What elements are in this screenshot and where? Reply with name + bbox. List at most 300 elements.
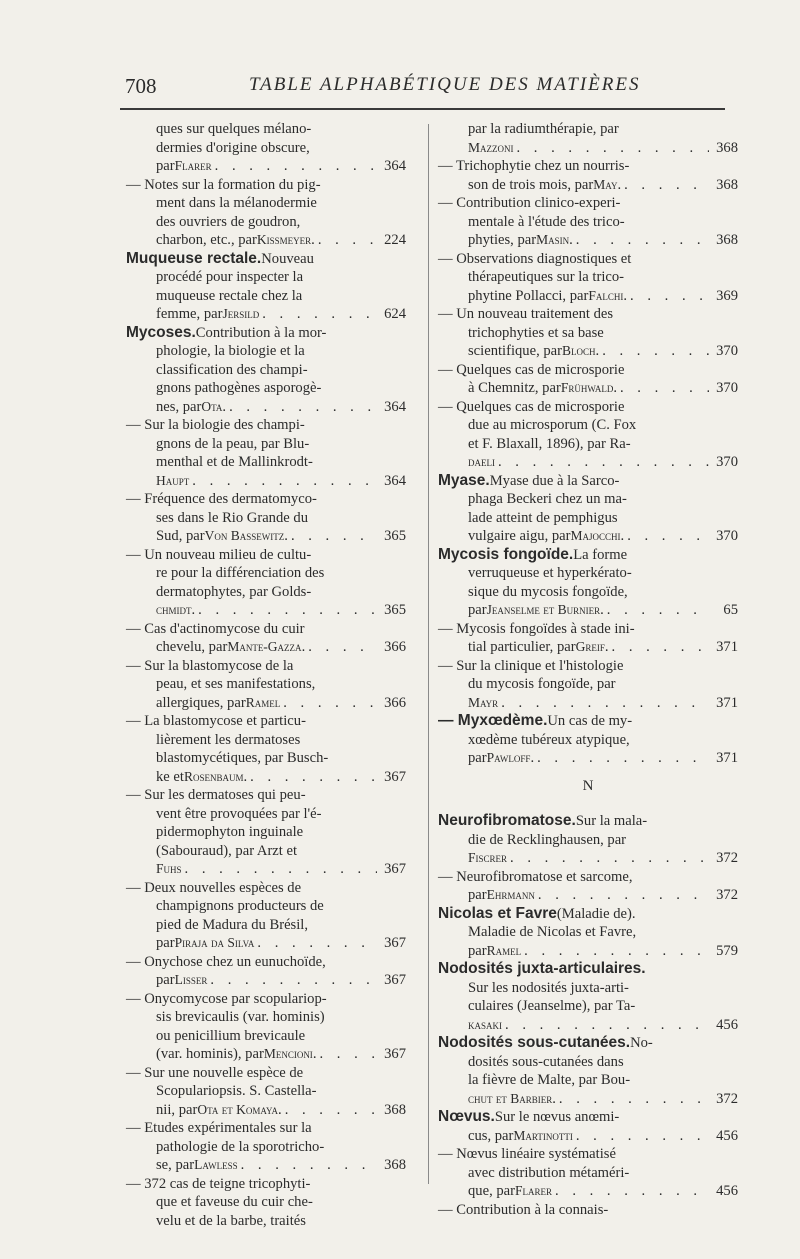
entry-text: Sud, par	[156, 528, 205, 544]
author-name: chut et Barbier	[468, 1090, 553, 1106]
entry-text: gnons pathogènes asporogè-	[156, 380, 322, 396]
index-entry	[126, 176, 406, 250]
entry-line	[468, 749, 738, 768]
author-name: Mencioni	[263, 1046, 313, 1061]
entry-line	[468, 997, 738, 1016]
entry-text: la fièvre de Malte, par Bou-	[468, 1072, 631, 1088]
page-reference: 366	[384, 694, 406, 711]
author-name: Greif	[575, 639, 605, 654]
page-reference: 364	[384, 158, 406, 174]
entry-text: due au microsporum (C. Fox	[468, 417, 637, 433]
entry-line	[468, 231, 738, 250]
dot-leader	[257, 934, 377, 953]
author-name: Ota	[201, 398, 223, 414]
page-reference: 367	[384, 768, 406, 785]
dot-leader	[262, 305, 377, 324]
page-reference: 372	[716, 1090, 738, 1107]
entry-headword: Myase.	[438, 471, 490, 489]
entry-text: — Contribution clinico-experi-	[438, 195, 621, 211]
entry-line	[126, 657, 406, 676]
author-name: Lawless	[194, 1157, 238, 1172]
entry-text: Scopulariopsis. S. Castella-	[156, 1083, 317, 1099]
entry-text: procédé pour inspecter la	[156, 269, 304, 285]
entry-text: muqueuse rectale chez la	[156, 287, 303, 304]
entry-line	[438, 868, 738, 887]
dot-leader	[576, 231, 709, 250]
entry-line	[126, 250, 406, 269]
index-entry	[438, 712, 738, 768]
index-entry	[126, 490, 406, 546]
entry-line	[438, 1108, 738, 1127]
index-entry	[438, 305, 738, 361]
entry-line	[156, 1008, 406, 1027]
entry-line	[126, 416, 406, 435]
entry-line	[156, 287, 406, 306]
entry-text: — Cas d'actinomycose du cuir	[126, 620, 305, 637]
entry-line	[126, 879, 406, 898]
entry-text: Sur la mala-	[575, 813, 648, 829]
entry-text: — Sur la blastomycose de la	[126, 657, 294, 674]
entry-text: — Fréquence des dermatomyco-	[126, 491, 317, 507]
dot-leader	[555, 1182, 709, 1201]
entry-text: .	[600, 602, 604, 618]
author-name: Ehrmann	[486, 887, 535, 902]
dot-leader	[285, 1101, 377, 1120]
entry-text: .	[569, 232, 573, 248]
author-name: Masin	[536, 232, 570, 247]
entry-line	[438, 361, 738, 380]
index-entry	[126, 953, 406, 990]
page-reference: 365	[384, 602, 406, 618]
entry-text: .	[278, 1101, 282, 1118]
entry-line	[468, 731, 738, 750]
entry-line	[156, 213, 406, 232]
entry-line	[468, 1053, 738, 1072]
dot-leader	[498, 453, 709, 472]
page-reference: 370	[716, 528, 738, 544]
entry-line	[156, 435, 406, 454]
entry-text: cus, par	[468, 1127, 514, 1144]
author-name: Bloch	[562, 343, 596, 358]
entry-text: par	[468, 750, 487, 766]
entry-line	[468, 831, 738, 850]
entry-headword: Nodosités sous-cutanées.	[438, 1034, 631, 1051]
entry-line	[156, 805, 406, 824]
page-reference: 367	[384, 861, 406, 877]
entry-line	[438, 1201, 738, 1220]
author-name: Mante-Gazza	[227, 639, 302, 654]
entry-text: Sur les nodosités juxta-arti-	[468, 979, 629, 996]
entry-line	[156, 1193, 406, 1212]
page-reference: 366	[384, 639, 406, 655]
author-name: Martinotti	[513, 1127, 573, 1143]
author-name: May	[593, 176, 618, 192]
page-reference: 371	[716, 750, 738, 766]
dot-leader	[215, 157, 377, 176]
dot-leader	[308, 638, 377, 657]
dot-leader	[501, 694, 709, 713]
entry-text: Contribution à la mor-	[195, 324, 327, 341]
page-reference: 365	[384, 528, 406, 544]
index-entry	[438, 1201, 738, 1220]
page-reference: 369	[716, 287, 738, 304]
entry-text: .	[623, 287, 628, 304]
entry-text: gnons de la peau, par Blu-	[156, 435, 310, 452]
entry-text: .	[617, 176, 622, 193]
right-column	[438, 120, 738, 1219]
entry-line	[126, 620, 406, 639]
page-reference: 579	[716, 942, 738, 959]
index-entry	[438, 868, 738, 905]
entry-line	[468, 923, 738, 942]
entry-line	[468, 638, 738, 657]
entry-line	[126, 324, 406, 343]
page-reference: 370	[716, 343, 738, 359]
entry-text: à Chemnitz, par	[468, 380, 561, 396]
page-reference: 368	[716, 176, 738, 193]
entry-line	[156, 897, 406, 916]
entry-text: allergiques, par	[156, 694, 246, 711]
entry-line	[156, 934, 406, 953]
dot-leader	[229, 398, 377, 417]
entry-line	[438, 905, 738, 924]
entry-text: nes, par	[156, 398, 202, 415]
entry-line	[156, 361, 406, 380]
entry-line	[156, 120, 406, 139]
entry-text: — Sur une nouvelle espèce de	[126, 1064, 304, 1081]
entry-line	[126, 176, 406, 195]
index-entry	[126, 546, 406, 620]
entry-text: .	[604, 639, 609, 655]
entry-line	[468, 379, 738, 398]
dot-leader	[185, 860, 377, 879]
entry-line	[156, 194, 406, 213]
index-entry	[126, 786, 406, 879]
entry-text: son de trois mois, par	[468, 176, 594, 193]
entry-line	[468, 1164, 738, 1183]
entry-line	[438, 620, 738, 639]
dot-leader	[250, 768, 377, 787]
index-entry	[126, 620, 406, 657]
page-reference: 624	[384, 306, 406, 322]
entry-line	[156, 379, 406, 398]
author-name: Lisser	[174, 972, 208, 987]
author-name: Flarer	[174, 158, 212, 173]
dot-leader	[291, 527, 377, 546]
author-name: Frühwald	[560, 380, 614, 395]
author-name: Mayr	[468, 694, 499, 710]
author-name: Jersild	[222, 306, 260, 321]
column-divider	[428, 124, 429, 1184]
entry-text: nii, par	[156, 1101, 198, 1118]
entry-text: par la radiumthérapie, par	[468, 121, 619, 137]
entry-line	[126, 1064, 406, 1083]
entry-text: .	[595, 343, 600, 359]
running-title: TABLE ALPHABÉTIQUE DES MATIÈRES	[249, 74, 641, 95]
entry-text: trichophyties et sa base	[468, 324, 604, 341]
author-name: Mazzoni	[468, 139, 514, 155]
entry-line	[468, 1016, 738, 1035]
entry-line	[438, 305, 738, 324]
entry-text: mentale à l'étude des trico-	[468, 213, 625, 230]
index-entry	[126, 879, 406, 953]
entry-line	[468, 268, 738, 287]
index-entry	[438, 472, 738, 546]
entry-line	[126, 786, 406, 805]
entry-line	[438, 398, 738, 417]
entry-text: ou penicillium brevicaule	[156, 1027, 306, 1044]
entry-line	[468, 176, 738, 195]
entry-text: .	[311, 232, 315, 248]
entry-line	[468, 849, 738, 868]
entry-text: pathologie de la sporotricho-	[156, 1138, 325, 1155]
entry-text: (Sabouraud), par Arzt et	[156, 842, 298, 859]
dot-leader	[505, 1016, 709, 1035]
author-name: chmidt	[156, 602, 192, 617]
entry-text: ses dans le Rio Grande du	[156, 509, 308, 526]
entry-text: phaga Beckeri chez un ma-	[468, 491, 627, 507]
entry-text: (Maladie de).	[556, 905, 636, 922]
entry-line	[156, 342, 406, 361]
entry-text: charbon, etc., par	[156, 232, 257, 248]
entry-text: — Nœvus linéaire systématisé	[438, 1146, 616, 1162]
entry-text: Un cas de my-	[547, 713, 633, 729]
entry-text: — Onychose chez un eunuchoïde,	[126, 953, 326, 970]
page-header	[125, 74, 725, 104]
entry-line	[468, 886, 738, 905]
entry-line	[468, 1071, 738, 1090]
index-entry	[126, 1064, 406, 1120]
entry-line	[468, 601, 738, 620]
entry-line	[156, 823, 406, 842]
entry-text: die de Recklinghausen, par	[468, 831, 627, 848]
entry-headword: Muqueuse rectale.	[126, 249, 262, 267]
entry-text: sique du mycosis fongoïde,	[468, 583, 628, 600]
index-entry	[438, 1108, 738, 1145]
dot-leader	[517, 139, 710, 158]
entry-text: vulgaire aigu, par	[468, 528, 571, 544]
dot-leader	[210, 971, 377, 990]
page-reference: 367	[384, 972, 406, 988]
entry-text: du mycosis fongoïde, par	[468, 676, 616, 692]
left-column	[126, 120, 406, 1230]
entry-text: que et faveuse du cuir che-	[156, 1194, 313, 1210]
entry-text: .	[620, 528, 625, 544]
page-reference: 368	[716, 139, 738, 156]
entry-line	[126, 1119, 406, 1138]
author-name: Majocchi	[570, 528, 621, 543]
entry-text: — Deux nouvelles espèces de	[126, 879, 302, 896]
entry-text: classification des champi-	[156, 361, 308, 378]
index-entry	[438, 657, 738, 713]
page-reference: 364	[384, 472, 406, 489]
entry-text: menthal et de Mallinkrodt-	[156, 454, 313, 470]
page-reference: 368	[716, 232, 738, 248]
entry-line	[438, 250, 738, 269]
entry-headword: Neurofibromatose.	[438, 812, 576, 829]
page-reference: 370	[716, 380, 738, 396]
entry-text: .	[613, 380, 617, 396]
entry-text: par	[468, 602, 487, 618]
entry-text: — Un nouveau milieu de cultu-	[126, 546, 312, 563]
page-reference: 456	[716, 1016, 738, 1033]
entry-text: culaires (Jeanselme), par Ta-	[468, 998, 636, 1014]
entry-text: tial particulier, par	[468, 639, 576, 655]
entry-text: (var. hominis), par	[156, 1046, 264, 1062]
entry-headword: Nicolas et Favre	[438, 904, 557, 922]
index-entry	[438, 120, 738, 157]
index-entry	[126, 1119, 406, 1175]
entry-text: — Observations diagnostiques et	[438, 250, 632, 267]
entry-text: .	[243, 768, 248, 785]
entry-text: — Etudes expérimentales sur la	[126, 1120, 312, 1136]
dot-leader	[319, 1045, 377, 1064]
entry-line	[156, 694, 406, 713]
entry-text: phytine Pollacci, par	[468, 287, 589, 304]
entry-text: avec distribution métaméri-	[468, 1164, 630, 1181]
entry-text: No-	[630, 1035, 653, 1051]
entry-line	[156, 749, 406, 768]
entry-line	[468, 416, 738, 435]
entry-text: femme, par	[156, 306, 223, 322]
page-reference: 224	[384, 232, 406, 248]
entry-text: verruqueuse et hyperkérato-	[468, 565, 632, 581]
entry-line	[438, 194, 738, 213]
entry-text: .	[301, 639, 306, 655]
entry-line	[438, 812, 738, 831]
page-reference: 370	[716, 454, 738, 470]
entry-line	[438, 1145, 738, 1164]
entry-text: — Contribution à la connais-	[438, 1201, 609, 1218]
entry-line	[468, 287, 738, 306]
page-reference: 65	[723, 602, 738, 618]
dot-leader	[510, 849, 709, 868]
dot-leader	[538, 886, 709, 905]
entry-text: Myase due à la Sarco-	[489, 472, 620, 489]
entry-text: des ouvriers de goudron,	[156, 213, 301, 230]
author-name: Ramel	[245, 694, 281, 710]
entry-line	[156, 472, 406, 491]
entry-text: dermies d'origine obscure,	[156, 139, 310, 156]
entry-line	[468, 564, 738, 583]
entry-line	[156, 916, 406, 935]
author-name: Von Bassewitz	[204, 528, 285, 543]
entry-line	[156, 398, 406, 417]
index-entry	[438, 194, 738, 250]
entry-text: — 372 cas de teigne tricophyti-	[126, 1175, 311, 1192]
dot-leader	[602, 342, 709, 361]
entry-headword: — Myxœdème.	[438, 712, 548, 729]
entry-text: pied de Madura du Brésil,	[156, 916, 308, 933]
entry-line	[468, 139, 738, 158]
entry-text: — Quelques cas de microsporie	[438, 398, 625, 415]
entry-text: — Onycomycose par scopulariop-	[126, 990, 327, 1007]
entry-text: Nouveau	[261, 250, 314, 267]
entry-line	[156, 527, 406, 546]
entry-text: chevelu, par	[156, 639, 228, 655]
entry-text: .	[530, 750, 535, 766]
index-entry	[438, 620, 738, 657]
entry-line	[468, 1182, 738, 1201]
entry-line	[468, 490, 738, 509]
entry-line	[468, 324, 738, 343]
page-reference: 456	[716, 1127, 738, 1144]
entry-line	[438, 546, 738, 565]
dot-leader	[559, 1090, 709, 1109]
index-entry	[126, 1175, 406, 1231]
entry-line	[156, 268, 406, 287]
index-entry	[438, 398, 738, 472]
dot-leader	[612, 638, 709, 657]
entry-text: pidermophyton inguinale	[156, 824, 304, 840]
entry-line	[468, 675, 738, 694]
entry-text: — La blastomycose et particu-	[126, 713, 306, 729]
entry-line	[468, 509, 738, 528]
entry-text: dosités sous-cutanées dans	[468, 1053, 624, 1070]
entry-line	[468, 435, 738, 454]
entry-line	[156, 453, 406, 472]
entry-line	[156, 860, 406, 879]
entry-text: — Un nouveau traitement des	[438, 306, 614, 322]
entry-line	[468, 583, 738, 602]
author-name: Fiscrer	[468, 850, 508, 865]
entry-line	[468, 1090, 738, 1109]
entry-text: par	[156, 935, 175, 951]
entry-line	[468, 213, 738, 232]
index-entry	[126, 657, 406, 713]
entry-line	[468, 1127, 738, 1146]
index-entry	[126, 324, 406, 417]
dot-leader	[537, 749, 709, 768]
author-name: Kissmeyer	[256, 232, 312, 247]
page-reference: 367	[384, 935, 406, 951]
index-entry	[438, 960, 738, 1034]
entry-line	[156, 731, 406, 750]
author-name: Piraja da Silva	[174, 935, 255, 950]
entry-line	[156, 601, 406, 620]
entry-text: et F. Blaxall, 1896), par Ra-	[468, 435, 631, 452]
entry-headword: Mycosis fongoïde.	[438, 545, 574, 563]
entry-headword: Nœvus.	[438, 1108, 495, 1125]
index-entry	[438, 361, 738, 398]
dot-leader	[192, 472, 377, 491]
entry-line	[468, 527, 738, 546]
entry-line	[438, 472, 738, 491]
index-entry	[438, 812, 738, 868]
entry-text: — Sur la biologie des champi-	[126, 417, 305, 433]
dot-leader	[607, 601, 709, 620]
entry-text: .	[191, 602, 196, 618]
entry-text: ment dans la mélanodermie	[156, 195, 317, 211]
index-entry	[438, 1145, 738, 1201]
entry-line	[438, 960, 738, 979]
entry-text: peau, et ses manifestations,	[156, 676, 316, 692]
dot-leader	[318, 231, 377, 250]
entry-line	[438, 712, 738, 731]
entry-line	[156, 583, 406, 602]
entry-line	[156, 157, 406, 176]
entry-line	[156, 1045, 406, 1064]
index-entry	[438, 1034, 738, 1108]
index-entry	[126, 990, 406, 1064]
entry-text: vent être provoquées par l'é-	[156, 805, 322, 822]
entry-text: Maladie de Nicolas et Favre,	[468, 924, 637, 940]
page-reference: 364	[384, 398, 406, 415]
author-name: Rosenbaum	[183, 768, 244, 784]
entry-text: velu et de la barbe, traités	[156, 1212, 306, 1229]
entry-text: .	[552, 1090, 556, 1107]
entry-line	[156, 564, 406, 583]
